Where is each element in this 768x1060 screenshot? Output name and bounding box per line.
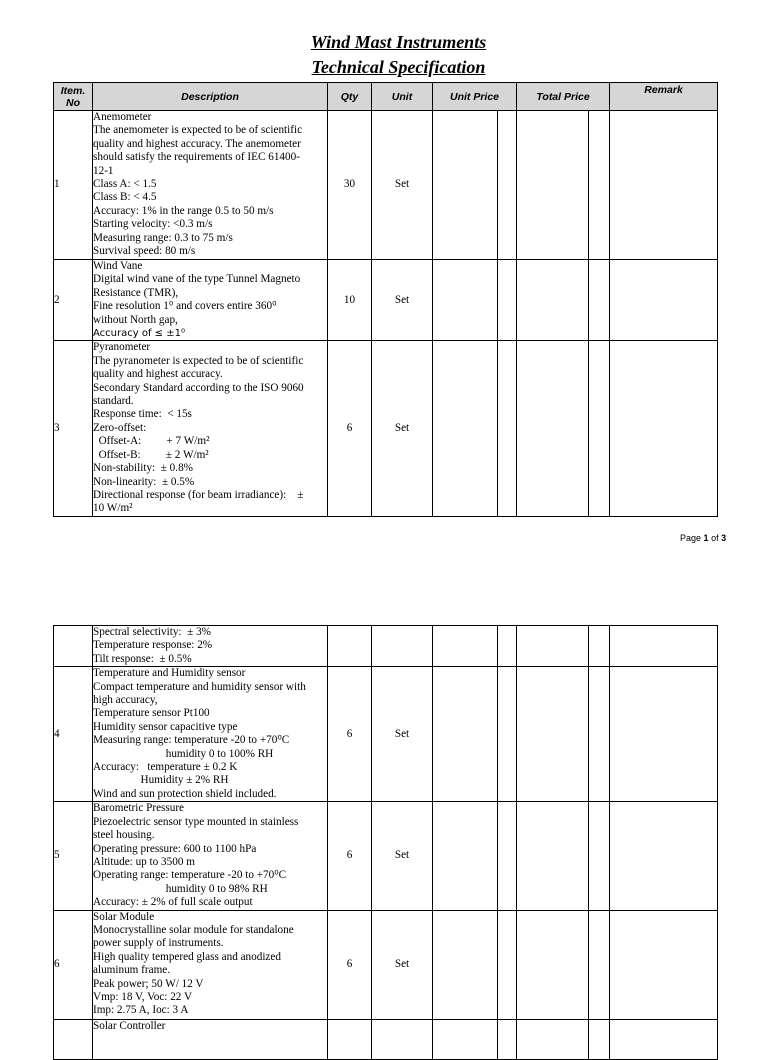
total-price-cents-cell — [589, 667, 610, 802]
unit-price-cents-cell — [498, 341, 517, 516]
table-row — [54, 341, 718, 516]
description-line: 10 W/m² — [93, 502, 133, 515]
qty-cell: 30 — [328, 111, 372, 260]
header-unit-price: Unit Price — [433, 83, 517, 111]
header-description: Description — [93, 83, 328, 111]
description-line: Accuracy: ± 2% of full scale output — [93, 896, 253, 909]
qty-cell — [328, 1019, 372, 1059]
description-line: Piezoelectric sensor type mounted in stainless — [93, 815, 299, 828]
remark-cell — [610, 1019, 718, 1059]
item-no-cell: 4 — [54, 667, 93, 802]
remark-cell — [610, 626, 718, 667]
item-no-cell: 1 — [54, 111, 93, 260]
description-line: aluminum frame. — [93, 964, 171, 977]
description-line: Digital wind vane of the type Tunnel Magneto — [93, 273, 301, 286]
description-line: Solar Controller — [93, 1019, 166, 1032]
document-title: Wind Mast Instruments — [310, 32, 487, 52]
total-price-cell — [517, 260, 589, 341]
page-number — [680, 533, 726, 543]
unit-price-cell — [433, 626, 498, 667]
description-line: Non-linearity: ± 0.5% — [93, 475, 195, 488]
qty-cell — [328, 626, 372, 667]
unit-price-cents-cell — [498, 1019, 517, 1059]
description-line: Measuring range: 0.3 to 75 m/s — [93, 231, 233, 244]
description-line: Accuracy: temperature ± 0.2 K — [93, 761, 238, 774]
header-unit: Unit — [372, 83, 433, 111]
qty-cell: 6 — [328, 667, 372, 802]
table-row — [54, 802, 718, 910]
table-row — [54, 1019, 718, 1059]
description-cell — [93, 260, 328, 341]
description-line: Spectral selectivity: ± 3% — [93, 626, 211, 638]
description-line: quality and highest accuracy. — [93, 368, 223, 381]
item-no-cell — [54, 1019, 93, 1059]
description-line: Measuring range: temperature -20 to +70⁰C — [93, 734, 290, 747]
description-line: Offset-A: + 7 W/m² — [93, 435, 210, 448]
remark-cell — [610, 341, 718, 516]
description-line: high accuracy, — [93, 694, 158, 707]
total-price-cents-cell — [589, 910, 610, 1019]
page-word: Page — [680, 533, 702, 543]
description-line: Starting velocity: <0.3 m/s — [93, 218, 213, 231]
unit-cell — [372, 626, 433, 667]
description-line: Class A: < 1.5 — [93, 178, 157, 191]
description-line: Temperature and Humidity sensor — [93, 667, 246, 680]
table-row — [54, 626, 718, 667]
qty-cell: 6 — [328, 802, 372, 910]
item-no-cell: 3 — [54, 341, 93, 516]
table-row — [54, 260, 718, 341]
description-line: Directional response (for beam irradiance): ± — [93, 488, 304, 501]
description-cell — [93, 667, 328, 802]
description-line: without North gap, — [93, 313, 178, 326]
item-no-cell — [54, 626, 93, 667]
unit-cell: Set — [372, 910, 433, 1019]
total-price-cents-cell — [589, 626, 610, 667]
total-price-cell — [517, 626, 589, 667]
total-price-cents-cell — [589, 341, 610, 516]
description-line: High quality tempered glass and anodized — [93, 950, 281, 963]
description-cell — [93, 910, 328, 1019]
unit-price-cell — [433, 1019, 498, 1059]
unit-cell — [372, 1019, 433, 1059]
description-line: Anemometer — [93, 111, 152, 123]
description-line: Monocrystalline solar module for standalone — [93, 923, 294, 936]
description-line: should satisfy the requirements of IEC 61400- — [93, 151, 300, 164]
total-price-cents-cell — [589, 802, 610, 910]
description-line: Accuracy of ≤ ±1⁰ — [93, 328, 185, 340]
total-price-cell — [517, 111, 589, 260]
total-price-cents-cell — [589, 1019, 610, 1059]
description-cell — [93, 1019, 328, 1059]
description-cell — [93, 802, 328, 910]
total-price-cents-cell — [589, 260, 610, 341]
description-line: steel housing. — [93, 829, 155, 842]
description-line: Peak power; 50 W/ 12 V — [93, 977, 204, 990]
description-line: The anemometer is expected to be of scientific — [93, 124, 303, 137]
remark-cell — [610, 260, 718, 341]
qty-cell: 6 — [328, 341, 372, 516]
table-header-row — [54, 83, 718, 111]
description-line: Secondary Standard according to the ISO 9060 — [93, 381, 304, 394]
header-remark: Remark — [610, 83, 718, 111]
item-no-cell: 6 — [54, 910, 93, 1019]
unit-price-cell — [433, 667, 498, 802]
description-line: Zero-offset: — [93, 421, 147, 434]
description-line: Altitude: up to 3500 m — [93, 855, 195, 868]
spec-table-page1 — [53, 82, 718, 517]
description-line: Pyranometer — [93, 341, 151, 354]
description-line: Accuracy: 1% in the range 0.5 to 50 m/s — [93, 204, 274, 217]
description-line: Humidity sensor capacitive type — [93, 720, 238, 733]
description-line: Temperature response: 2% — [93, 639, 213, 652]
description-line: Fine resolution 1⁰ and covers entire 360⁰ — [93, 300, 277, 313]
description-cell — [93, 626, 328, 667]
total-price-cell — [517, 910, 589, 1019]
header-qty: Qty — [328, 83, 372, 111]
description-line: Wind Vane — [93, 260, 143, 272]
item-no-cell: 2 — [54, 260, 93, 341]
unit-price-cell — [433, 111, 498, 260]
spec-table-page2 — [53, 625, 718, 1060]
remark-cell — [610, 667, 718, 802]
unit-price-cents-cell — [498, 667, 517, 802]
unit-cell: Set — [372, 341, 433, 516]
description-line: Survival speed: 80 m/s — [93, 245, 196, 258]
unit-cell: Set — [372, 667, 433, 802]
table-row — [54, 910, 718, 1019]
description-line: Operating range: temperature -20 to +70⁰C — [93, 869, 287, 882]
unit-price-cents-cell — [498, 260, 517, 341]
description-line: Wind and sun protection shield included. — [93, 787, 277, 800]
qty-cell: 10 — [328, 260, 372, 341]
unit-price-cents-cell — [498, 802, 517, 910]
description-line: Resistance (TMR), — [93, 286, 179, 299]
header-total-price: Total Price — [517, 83, 610, 111]
description-line: Temperature sensor Pt100 — [93, 707, 210, 720]
description-line: Imp: 2.75 A, Ioc: 3 A — [93, 1004, 189, 1017]
description-line: humidity 0 to 100% RH — [93, 747, 274, 760]
description-cell — [93, 111, 328, 260]
page-of: of — [711, 533, 719, 543]
total-price-cell — [517, 1019, 589, 1059]
description-line: Response time: < 15s — [93, 408, 192, 421]
qty-cell: 6 — [328, 910, 372, 1019]
description-cell — [93, 341, 328, 516]
table-row — [54, 111, 718, 260]
description-line: Offset-B: ± 2 W/m² — [93, 448, 209, 461]
unit-price-cell — [433, 910, 498, 1019]
table-row — [54, 667, 718, 802]
total-price-cell — [517, 341, 589, 516]
description-line: Tilt response: ± 0.5% — [93, 652, 192, 665]
description-line: The pyranometer is expected to be of scientific — [93, 354, 304, 367]
total-price-cell — [517, 802, 589, 910]
unit-price-cell — [433, 802, 498, 910]
total-price-cell — [517, 667, 589, 802]
remark-cell — [610, 111, 718, 260]
unit-price-cents-cell — [498, 626, 517, 667]
description-line: humidity 0 to 98% RH — [93, 882, 268, 895]
unit-price-cell — [433, 341, 498, 516]
total-price-cents-cell — [589, 111, 610, 260]
unit-cell: Set — [372, 260, 433, 341]
description-line: Operating pressure: 600 to 1100 hPa — [93, 842, 257, 855]
description-line: standard. — [93, 395, 134, 408]
unit-price-cents-cell — [498, 111, 517, 260]
description-line: power supply of instruments. — [93, 937, 224, 950]
item-no-cell: 5 — [54, 802, 93, 910]
unit-price-cents-cell — [498, 910, 517, 1019]
description-line: Non-stability: ± 0.8% — [93, 462, 193, 475]
description-line: Solar Module — [93, 910, 155, 923]
unit-cell: Set — [372, 111, 433, 260]
remark-cell — [610, 910, 718, 1019]
unit-cell: Set — [372, 802, 433, 910]
unit-price-cell — [433, 260, 498, 341]
description-line: Compact temperature and humidity sensor with — [93, 680, 306, 693]
description-line: quality and highest accuracy. The anemometer — [93, 137, 301, 150]
document-subtitle: Technical Specification — [311, 57, 486, 77]
remark-cell — [610, 802, 718, 910]
description-line: Class B: < 4.5 — [93, 191, 157, 204]
description-line: Barometric Pressure — [93, 802, 185, 815]
page-current: 1 — [703, 533, 709, 543]
description-line: 12-1 — [93, 164, 114, 177]
description-line: Vmp: 18 V, Voc: 22 V — [93, 990, 193, 1003]
description-line: Humidity ± 2% RH — [93, 774, 229, 787]
header-item-no: Item. No — [54, 83, 93, 111]
page-total: 3 — [721, 533, 727, 543]
